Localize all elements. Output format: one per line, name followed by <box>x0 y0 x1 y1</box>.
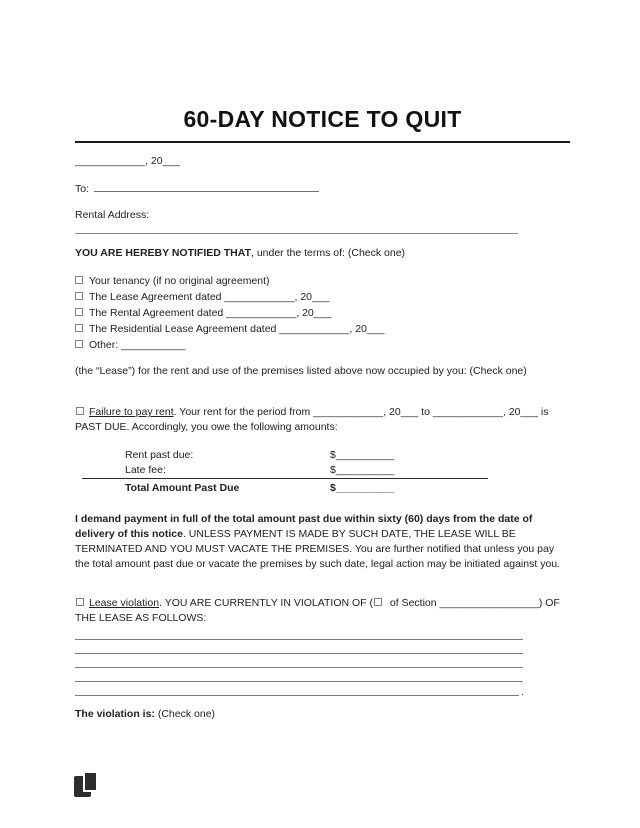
checkbox-icon <box>76 598 84 606</box>
amount-row-late-fee <box>82 463 488 478</box>
amount-total-blank: $__________ <box>330 482 395 494</box>
rental-address-label: Rental Address: <box>75 209 150 221</box>
checkbox-icon <box>75 276 83 284</box>
violation-of-section-label: of Section <box>387 597 440 609</box>
term-option-label: The Residential Lease Agreement dated ____________, 20___ <box>89 323 385 335</box>
violation-is-bold: The violation is: <box>75 708 155 720</box>
violation-is-rest: (Check one) <box>154 708 216 720</box>
section-blank: _________________ <box>439 597 539 609</box>
checkbox-icon <box>75 340 83 348</box>
demand-bold-text: I demand payment in full of the total amount past due within sixty (60) days from the date of delivery of this notice <box>75 513 533 540</box>
demand-rest-text: . UNLESS PAYMENT IS MADE BY SUCH DATE, THE LEASE WILL BE TERMINATED AND YOU MUST VACATE THE PREMISES. You are further notified that unless you pay the total amount past due or vacate the premises by such date, legal action may be initiated against you. <box>75 528 561 570</box>
checkbox-icon <box>75 324 83 332</box>
violation-clause-middle: . YOU ARE CURRENTLY IN VIOLATION OF ( <box>159 597 373 609</box>
terms-options-list <box>75 273 570 353</box>
notified-bold-text: YOU ARE HEREBY NOTIFIED THAT <box>75 247 251 259</box>
checkbox-icon <box>374 598 382 606</box>
notified-rest-text: , under the terms of: (Check one) <box>250 247 406 259</box>
term-option-label: The Rental Agreement dated ____________, 20___ <box>89 307 332 319</box>
term-option-label: The Lease Agreement dated ____________, 20___ <box>89 291 330 303</box>
document-title: 60-DAY NOTICE TO QUIT <box>183 106 462 132</box>
term-option-tenancy <box>75 273 570 289</box>
to-line <box>75 181 570 197</box>
demand-paragraph <box>75 512 567 572</box>
term-option-label: Your tenancy (if no original agreement) <box>89 275 270 287</box>
failure-clause-text: . Your rent for the period from ____________, 20___ to ____________, 20___ is PAST DUE. Accordingly, you owe the following amounts: <box>75 406 549 433</box>
to-blank-line <box>94 181 319 192</box>
term-option-label: Other: ___________ <box>89 339 186 351</box>
lease-violation-clause <box>75 596 567 626</box>
checkbox-icon <box>75 292 83 300</box>
violation-clause-title: Lease violation <box>89 597 160 609</box>
notified-line <box>75 246 570 261</box>
amount-row-total <box>82 478 488 496</box>
rental-address-blank-line <box>75 233 518 234</box>
amount-total-label: Total Amount Past Due <box>125 482 240 494</box>
date-line: ____________, 20___ <box>75 155 181 167</box>
amounts-table <box>82 448 488 496</box>
term-option-other <box>75 337 570 353</box>
amount-blank: $__________ <box>330 464 395 476</box>
write-in-line <box>75 654 523 668</box>
term-option-rental-agreement <box>75 305 570 321</box>
amount-label: Rent past due: <box>125 449 194 461</box>
failure-to-pay-rent-clause <box>75 405 567 435</box>
to-label: To: <box>75 183 90 195</box>
amount-label: Late fee: <box>125 464 166 476</box>
violation-is-line <box>75 707 570 722</box>
failure-clause-title: Failure to pay rent <box>89 406 174 418</box>
write-in-line <box>75 668 523 682</box>
checkbox-icon <box>76 407 84 415</box>
line-end-period: . <box>521 686 524 698</box>
term-option-residential-lease <box>75 321 570 337</box>
title-rule <box>75 141 570 143</box>
legal-templates-logo-icon <box>73 771 99 799</box>
legal-templates-logo <box>73 771 99 799</box>
amount-blank: $__________ <box>330 449 395 461</box>
amount-row-rent-past-due <box>82 448 488 463</box>
lease-note: (the “Lease”) for the rent and use of the premises listed above now occupied by you: (Check one) <box>75 365 527 377</box>
violation-write-in-lines <box>75 626 523 696</box>
write-in-line <box>75 640 523 654</box>
write-in-line <box>75 682 524 698</box>
write-in-line <box>75 626 523 640</box>
term-option-lease-agreement <box>75 289 570 305</box>
checkbox-icon <box>75 308 83 316</box>
violation-clause-after: ) OF THE LEASE AS FOLLOWS: <box>75 597 560 624</box>
